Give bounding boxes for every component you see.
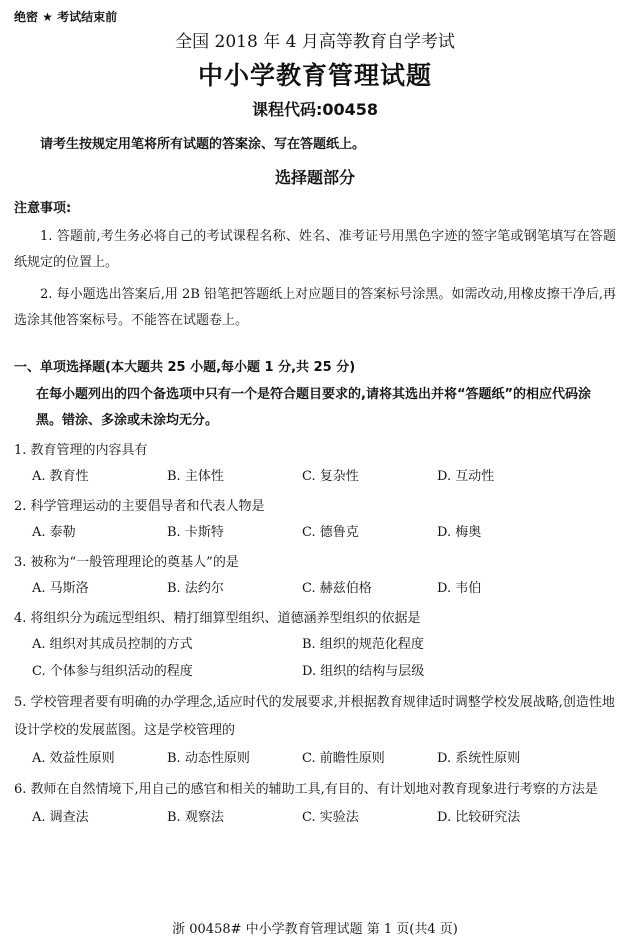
exam-title: 全国 2018 年 4 月高等教育自学考试: [175, 32, 455, 52]
question-1: [14, 438, 616, 490]
option-a: A. 马斯洛: [32, 581, 89, 596]
question-stem: 4. 将组织分为疏远型组织、精打细算型组织、道德涵养型组织的依据是: [14, 611, 421, 626]
page-footer: 浙 00458# 中小学教育管理试题 第 1 页(共4 页): [172, 922, 458, 937]
option-d: D. 梅奥: [437, 525, 482, 540]
note-item: 2. 每小题选出答案后,用 2B 铅笔把答题纸上对应题目的答案标号涂黑。如需改动,用橡皮擦干净后,再选涂其他答案标号。不能答在试题卷上。: [14, 287, 616, 328]
option-a: A. 组织对其成员控制的方式: [32, 637, 193, 652]
part-heading: 一、单项选择题(本大题共 25 小题,每小题 1 分,共 25 分): [14, 360, 356, 375]
question-6: [14, 776, 616, 831]
option-a: A. 效益性原则: [32, 751, 115, 766]
option-d: D. 比较研究法: [437, 810, 521, 825]
options-row: [14, 745, 616, 772]
question-stem: 3. 被称为“一般管理理论的奠基人”的是: [14, 555, 239, 570]
option-b: B. 组织的规范化程度: [302, 637, 424, 652]
options-row: [14, 575, 616, 602]
question-stem: 2. 科学管理运动的主要倡导者和代表人物是: [14, 499, 265, 514]
options-row: [14, 658, 616, 685]
option-a: A. 教育性: [32, 469, 89, 484]
options-row: [14, 463, 616, 490]
question-5: [14, 689, 616, 772]
option-d: D. 系统性原则: [437, 751, 521, 766]
question-4: [14, 606, 616, 685]
option-c: C. 复杂性: [302, 469, 359, 484]
question-3: [14, 550, 616, 602]
option-c: C. 前瞻性原则: [302, 751, 385, 766]
option-c: C. 赫兹伯格: [302, 581, 372, 596]
options-row: [14, 519, 616, 546]
options-row: [14, 804, 616, 831]
option-b: B. 主体性: [167, 469, 224, 484]
course-code: 课程代码:00458: [251, 100, 379, 119]
instruction: 请考生按规定用笔将所有试题的答案涂、写在答题纸上。: [40, 137, 366, 152]
subject-title: 中小学教育管理试题: [197, 61, 432, 90]
option-d: D. 组织的结构与层级: [302, 664, 425, 679]
question-stem: 6. 教师在自然情境下,用自己的感官和相关的辅助工具,有目的、有计划地对教育现象进行考察的方法是: [14, 782, 598, 797]
option-c: C. 德鲁克: [302, 525, 359, 540]
question-stem: 1. 教育管理的内容具有: [14, 443, 148, 458]
question-stem: 5. 学校管理者要有明确的办学理念,适应时代的发展要求,并根据教育规律适时调整学校发展战略,创造性地设计学校的发展蓝图。这是学校管理的: [14, 695, 615, 738]
options-row: [14, 631, 616, 658]
option-d: D. 韦伯: [437, 581, 482, 596]
question-2: [14, 494, 616, 546]
option-d: D. 互动性: [437, 469, 495, 484]
option-c: C. 实验法: [302, 810, 359, 825]
notes-heading: 注意事项:: [14, 201, 72, 216]
confidential-mark: 绝密 ★ 考试结束前: [14, 10, 118, 24]
option-b: B. 动态性原则: [167, 751, 250, 766]
part-description: 在每小题列出的四个备选项中只有一个是符合题目要求的,请将其选出并将“答题纸”的相应代码涂黑。错涂、多涂或未涂均无分。: [36, 387, 592, 428]
option-a: A. 调查法: [32, 810, 89, 825]
option-a: A. 泰勒: [32, 525, 76, 540]
option-b: B. 观察法: [167, 810, 224, 825]
section-title: 选择题部分: [274, 168, 355, 187]
option-b: B. 法约尔: [167, 581, 224, 596]
option-b: B. 卡斯特: [167, 525, 224, 540]
option-c: C. 个体参与组织活动的程度: [32, 664, 193, 679]
note-item: 1. 答题前,考生务必将自己的考试课程名称、姓名、准考证号用黑色字迹的签字笔或钢笔填写在答题纸规定的位置上。: [14, 229, 616, 270]
